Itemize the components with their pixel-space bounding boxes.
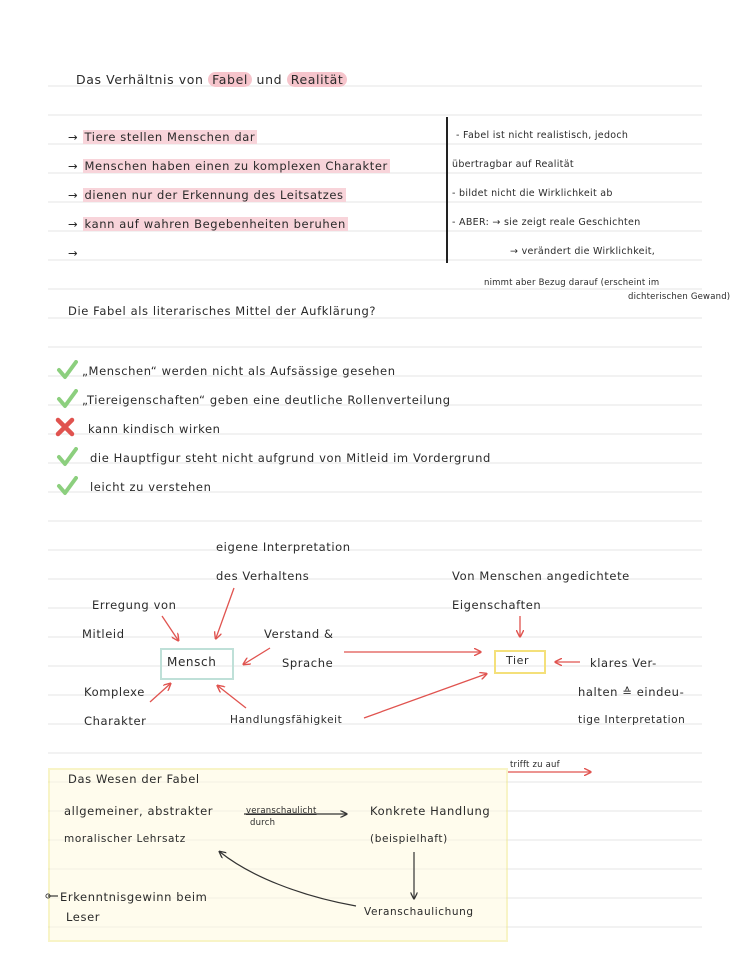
title-prefix: Das Verhältnis von	[76, 72, 204, 87]
list-item-text: kann auf wahren Begebenheiten beruhen	[84, 217, 346, 231]
sprache-label: Sprache	[282, 656, 334, 670]
wesen-title: Das Wesen der Fabel	[68, 772, 200, 786]
beispielhaft-label: (beispielhaft)	[370, 833, 448, 845]
arrow-icon: →	[68, 159, 79, 173]
arrow-handlung-to-mensch	[218, 686, 246, 708]
title-realitaet: Realität	[287, 72, 348, 87]
arrow-curve-back	[220, 852, 356, 906]
tier-label: Tier	[506, 654, 530, 667]
list-item-text: Tiere stellen Menschen dar	[84, 130, 256, 144]
title-und: und	[256, 72, 283, 87]
arrow-verstand-to-mensch	[244, 648, 270, 664]
charakter-label: Charakter	[84, 714, 147, 728]
arrow-icon: →	[68, 246, 79, 260]
right-note-3: - bildet nicht die Wirklichkeit ab	[452, 188, 613, 199]
komplexe-label: Komplexe	[84, 685, 145, 699]
question-heading: Die Fabel als literarisches Mittel der Aufklärung?	[68, 304, 377, 318]
arrow-icon: →	[68, 130, 79, 144]
right-note-5: → verändert die Wirklichkeit,	[510, 246, 656, 257]
checklist-item-2: „Tiereigenschaften“ geben eine deutliche Rollenverteilung	[82, 393, 451, 407]
right-note-2: übertragbar auf Realität	[452, 159, 574, 170]
moralischer-label: moralischer Lehrsatz	[64, 833, 186, 845]
eigene-interpretation-label: eigene Interpretation	[216, 540, 351, 554]
list-item-text: dienen nur der Erkennung des Leitsatzes	[84, 188, 344, 202]
list-item-text: Menschen haben einen zu komplexen Charakter	[84, 159, 388, 173]
verstand-label: Verstand &	[264, 627, 334, 641]
leser-label: Leser	[66, 910, 101, 924]
erregung-label: Erregung von	[92, 598, 177, 612]
erkenntnis-label: Erkenntnisgewinn beim	[60, 890, 208, 904]
arrow-handlung-to-tier	[364, 674, 486, 718]
arrow-erregung-to-mensch	[162, 616, 178, 640]
durch-label: durch	[250, 818, 276, 828]
mensch-label: Mensch	[167, 655, 217, 669]
allgemeiner-label: allgemeiner, abstrakter	[64, 804, 214, 818]
arrow-icon: →	[68, 188, 79, 202]
arrow-komplexe-to-mensch	[150, 684, 170, 702]
right-note-7: dichterischen Gewand)	[628, 292, 731, 302]
checklist-item-4: die Hauptfigur steht nicht aufgrund von Mitleid im Vordergrund	[90, 451, 491, 465]
checklist-item-3: kann kindisch wirken	[88, 422, 221, 436]
checklist-item-1: „Menschen“ werden nicht als Aufsässige gesehen	[82, 364, 396, 378]
checklist-item-5: leicht zu verstehen	[90, 480, 212, 494]
interpretation-label: tige Interpretation	[578, 714, 686, 726]
des-verhaltens-label: des Verhaltens	[216, 569, 310, 583]
handlungsfaehigkeit-label: Handlungsfähigkeit	[230, 714, 343, 726]
arrow-icon: →	[68, 217, 79, 231]
trifft-zu-auf-label: trifft zu auf	[510, 760, 560, 770]
veranschaulicht-label: veranschaulicht	[246, 806, 317, 816]
title-fabel: Fabel	[208, 72, 252, 87]
von-menschen-label: Von Menschen angedichtete	[452, 569, 630, 583]
right-note-6: nimmt aber Bezug darauf (erscheint im	[484, 278, 660, 288]
right-note-1: - Fabel ist nicht realistisch, jedoch	[456, 130, 629, 141]
halten-label: halten ≙ eindeu-	[578, 685, 685, 699]
klares-label: klares Ver-	[590, 656, 657, 670]
right-note-4: - ABER: → sie zeigt reale Geschichten	[452, 217, 641, 228]
mitleid-label: Mitleid	[82, 627, 125, 641]
veranschaulichung-label: Veranschaulichung	[364, 906, 474, 918]
eigenschaften-label: Eigenschaften	[452, 598, 542, 612]
arrow-eigene-to-mensch	[216, 588, 234, 638]
konkrete-handlung-label: Konkrete Handlung	[370, 804, 491, 818]
